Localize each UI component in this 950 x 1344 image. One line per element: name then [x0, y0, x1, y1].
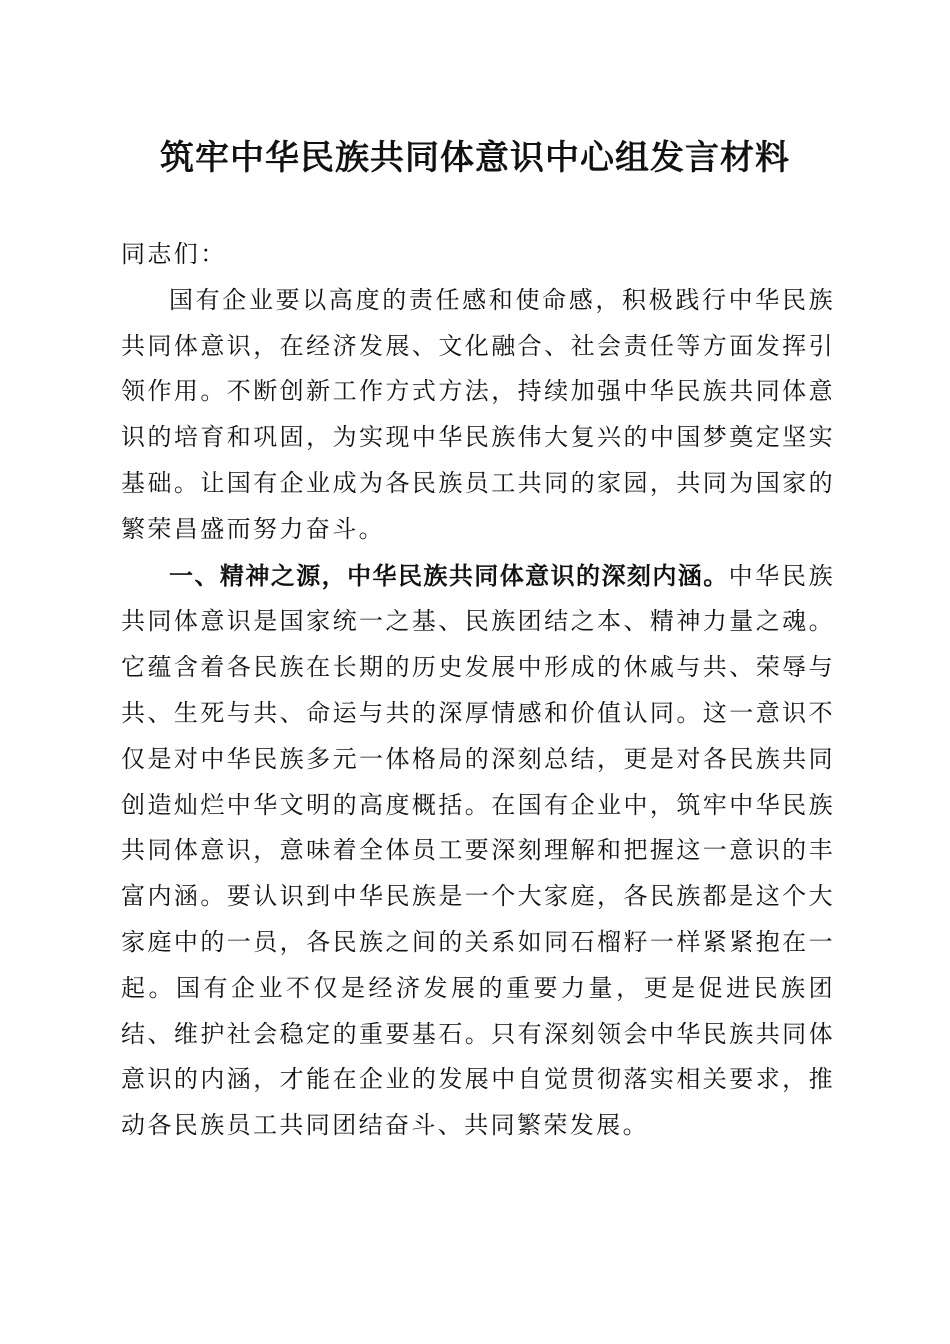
section-1-paragraph: [121, 553, 835, 1149]
document-title: 筑牢中华民族共同体意识中心组发言材料: [160, 138, 790, 178]
document-body: [121, 232, 835, 1149]
salutation: 同志们：: [121, 240, 227, 268]
section-1-body: 中华民族共同体意识是国家统一之基、民族团结之本、精神力量之魂。它蕴含着各民族在长期的历史发展中形成的休戚与共、荣辱与共、生死与共、命运与共的深厚情感和价值认同。这一意识不仅是对中华民族多元一体格局的深刻总结，更是对各民族共同创造灿烂中华文明的高度概括。在国有企业中，筑牢中华民族共同体意识，意味着全体员工要深刻理解和把握这一意识的丰富内涵。要认识到中华民族是一个大家庭，各民族都是这个大家庭中的一员，各民族之间的关系如同石榴籽一样紧紧抱在一起。国有企业不仅是经济发展的重要力量，更是促进民族团结、维护社会稳定的重要基石。只有深刻领会中华民族共同体意识的内涵，才能在企业的发展中自觉贯彻落实相关要求，推动各民族员工共同团结奋斗、共同繁荣发展。: [121, 561, 835, 1140]
intro-paragraph: 国有企业要以高度的责任感和使命感，积极践行中华民族共同体意识，在经济发展、文化融合、社会责任等方面发挥引领作用。不断创新工作方式方法，持续加强中华民族共同体意识的培育和巩固，为实现中华民族伟大复兴的中国梦奠定坚实基础。让国有企业成为各民族员工共同的家园，共同为国家的繁荣昌盛而努力奋斗。: [121, 285, 835, 543]
section-1-heading: 一、精神之源，中华民族共同体意识的深刻内涵。: [169, 560, 729, 590]
